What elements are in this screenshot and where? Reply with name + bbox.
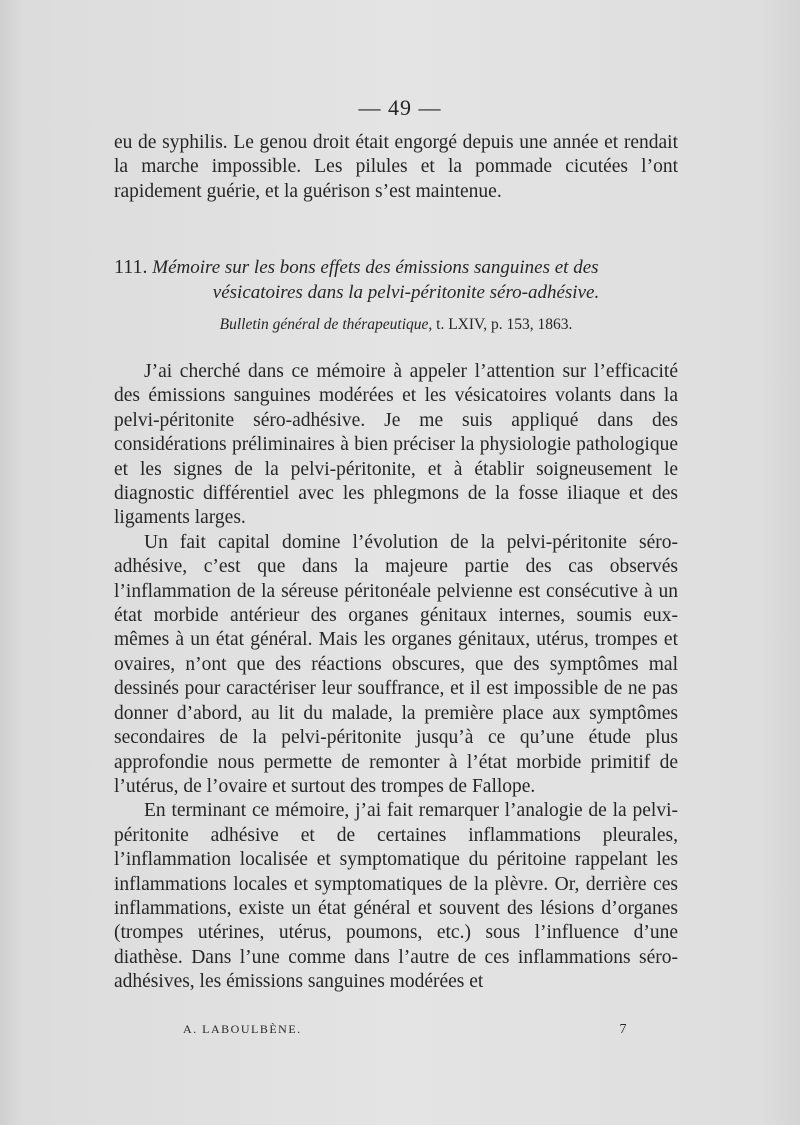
entry-title [114,255,678,305]
body-text [114,360,678,995]
citation-details: t. LXIV, p. 153, 1863. [436,316,573,333]
paragraph-2: Un fait capital domine l’évolution de la pelvi-péritonite séro-adhésive, c’est que dans la majeure partie des cas observés l’inflammation de la séreuse péritonéale pelvienne est consécutive à un état morbide antérieur des organes génitaux internes, soumis eux-mêmes à un état général. Mais les organes génitaux, utérus, trompes et ovaires, n’ont que des réactions obscures, que des symptômes mal dessinés pour caractériser leur souffrance, et il est impossible de ne pas donner d’abord, au lit du malade, la première place aux symptômes secondaires de la pelvi-péritonite jusqu’à ce qu’une étude plus approfondie nous permette de remonter à l’état morbide primitif de l’utérus, de l’ovaire et surtout des trompes de Fallope. [114,531,678,797]
entry-number: 111. [114,256,148,278]
citation-journal: Bulletin général de thérapeutique, [219,316,433,333]
opening-paragraph [114,131,678,204]
sheet-number: 7 [619,1022,628,1037]
paragraph-1: J’ai cherché dans ce mémoire à appeler l’attention sur l’efficacité des émissions sanguines modérées et les vésicatoires volants dans la pelvi-péritonite séro-adhésive. Je me suis appliqué dans des considérations préliminaires à bien préciser la physiologie pathologique et les signes de la pelvi-péritonite, et à établir soigneusement le diagnostic différentiel avec les phlegmons de la fosse iliaque et des ligaments larges. [114,361,678,529]
entry-title-line1: Mémoire sur les bons effets des émissions sanguines et des [152,257,599,278]
footer-signature: A. LABOULBÈNE. [183,1022,302,1036]
page-number: — 49 — [358,95,442,120]
opening-paragraph-text: eu de syphilis. Le genou droit était engorgé depuis une année et rendait la marche impossible. Les pilules et la pommade cicutées l’ont rapidement guérie, et la guérison s’est maintenue. [114,132,678,202]
citation [114,316,678,334]
paragraph-3: En terminant ce mémoire, j’ai fait remarquer l’analogie de la pelvi-péritonite adhésive et de certaines inflammations pleurales, l’inflammation localisée et symptomatique du péritoine rappelant les inflammations locales et symptomatiques de la plèvre. Or, derrière ces inflammations, existe un état général et souvent des lésions d’organes (trompes utérines, utérus, poumons, etc.) sous l’influence d’une diathèse. Dans l’une comme dans l’autre de ces inflammations séro-adhésives, les émissions sanguines modérées et [114,800,678,993]
entry-title-line2: vésicatoires dans la pelvi-péritonite séro-adhésive. [212,282,600,303]
